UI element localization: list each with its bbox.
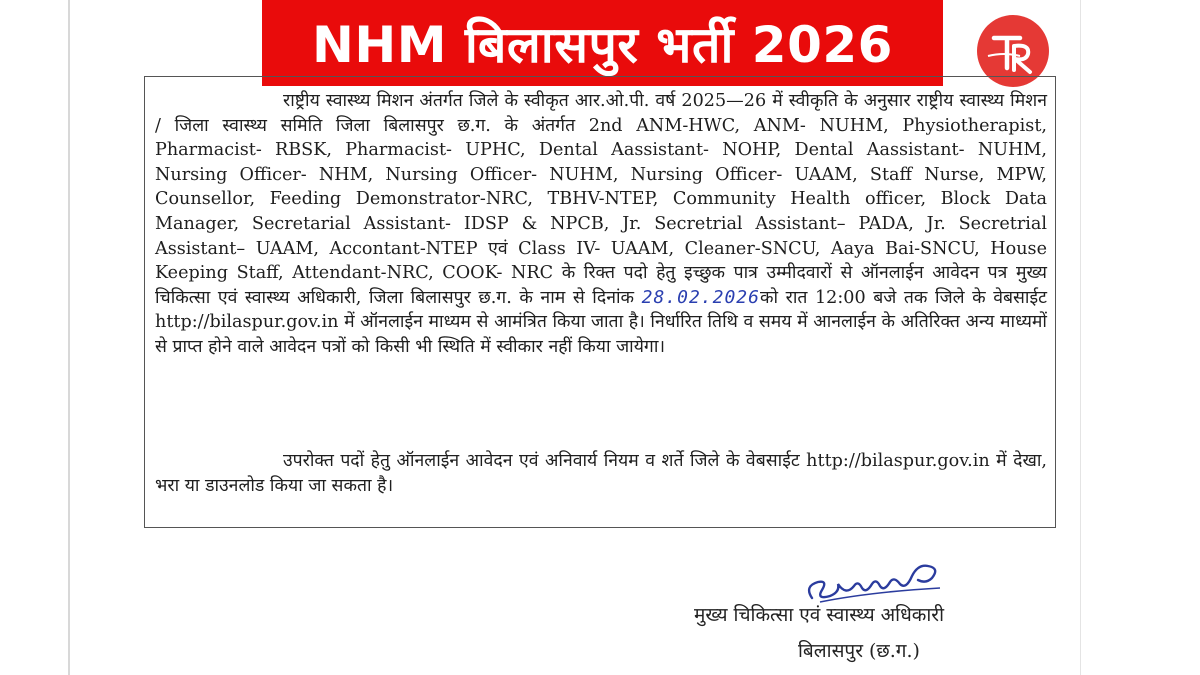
notice-text-after-date: को रात 12:00 बजे तक जिले के वेबसाईट http://bilaspur.gov.in में ऑनलाईन माध्यम से आमंत्रित किया जाता है। निर्धारित तिथि व समय में आनलाईन के अतिरिक्त अन्य माध्यमों से प्राप्त होने वाले आवेदन पत्रों को किसी भी स्थिति में स्वीकार नहीं किया जायेगा। [155,287,1047,357]
title-banner [262,0,943,86]
notice-text-before-date: राष्ट्रीय स्वास्थ्य मिशन अंतर्गत जिले के स्वीकृत आर.ओ.पी. वर्ष 2025—26 में स्वीकृति के अनुसार राष्ट्रीय स्वास्थ्य मिशन / जिला स्वास्थ्य समिति जिला बिलासपुर छ.ग. के अंतर्गत 2nd ANM-HWC, ANM- NUHM, Physiotherapist, Pharmacist- RBSK, Pharmacist- UPHC, Dental Aassistant- NOHP, Dental Aassistant- NUHM, Nursing Officer- NHM, Nursing Officer- NUHM, Nursing Officer- UAAM, Staff Nurse, MPW, Counsellor, Feeding Demonstrator-NRC, TBHV-NTEP, Community Health officer, Block Data Manager, Secretarial Assistant- IDSP & NPCB, Jr. Secretrial Assistant– PADA, Jr. Secretrial Assistant– UAAM, Accontant-NTEP एवं Class IV- UAAM, Cleaner-SNCU, Aaya Bai-SNCU, House Keeping Staff, Attendant-NRC, COOK- NRC के रिक्त पदो हेतु इच्छुक पात्र उम्मीदवारों से ऑनलाईन आवेदन पत्र मुख्य चिकित्सा एवं स्वास्थ्य अधिकारी, जिला बिलासपुर छ.ग. के नाम से दिनांक [155,91,1047,308]
handwritten-last-date: 28.02.2026 [641,286,760,308]
notice-box [144,76,1056,528]
notice-paragraph-1 [155,89,1047,360]
handwritten-signature-icon [800,556,950,606]
signatory-place: बिलासपुर (छ.ग.) [798,640,920,662]
paper-fold-line [1080,0,1081,675]
signatory-designation: मुख्य चिकित्सा एवं स्वास्थ्य अधिकारी [694,604,944,626]
paper-edge-line [68,0,70,675]
page-title: NHM बिलासपुर भर्ती 2026 [312,16,893,74]
notice-paragraph-2: उपरोक्त पदों हेतु ऑनलाईन आवेदन एवं अनिवार्य नियम व शर्ते जिले के वेबसाईट http://bilaspur.gov.in में देखा, भरा या डाउनलोड किया जा सकता है। [155,451,1047,496]
